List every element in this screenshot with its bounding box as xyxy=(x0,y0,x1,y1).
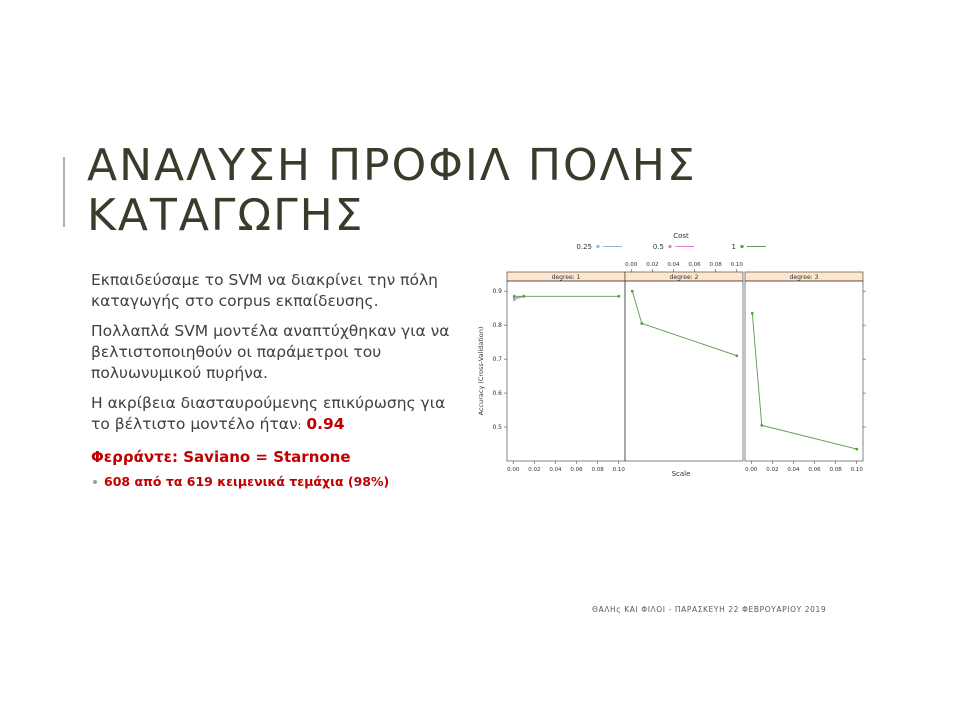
slide-title xyxy=(87,141,787,241)
x-tick-label-bottom: 0.02 xyxy=(766,467,779,473)
x-tick-label-top: 0.02 xyxy=(646,262,659,268)
data-point xyxy=(522,295,525,298)
data-point xyxy=(617,295,620,298)
data-point xyxy=(640,322,643,325)
y-tick-label: 0.8 xyxy=(492,322,502,330)
legend-label: 1 xyxy=(731,243,736,251)
y-tick-label: 0.9 xyxy=(492,288,502,296)
panel-frame xyxy=(625,281,743,461)
accuracy-text: Η ακρίβεια διασταυρούμενης επικύρωσης για το βέλτιστο μοντέλο ήταν xyxy=(91,394,446,433)
accuracy-colon: : xyxy=(297,419,302,432)
bullet-dot-icon xyxy=(93,480,97,484)
x-axis-label: Scale xyxy=(671,470,691,478)
y-tick-label: 0.7 xyxy=(492,356,502,364)
x-tick-label-bottom: 0.06 xyxy=(570,467,583,473)
x-tick-label-bottom: 0.08 xyxy=(829,467,842,473)
panel-strip-label: degree: 3 xyxy=(789,274,819,281)
series-line xyxy=(752,313,857,449)
slide-footer: ΘΑΛΗς ΚΑΙ ΦΙΛΟΙ - ΠΑΡΑΣΚΕΥΗ 22 ΦΕΒΡΟΥΑΡΙΟΥ 2019 xyxy=(592,605,827,614)
panel-strip-label: degree: 2 xyxy=(669,274,699,281)
legend-marker xyxy=(740,245,743,248)
accuracy-value: 0.94 xyxy=(306,415,345,433)
panel-frame xyxy=(507,281,625,461)
x-tick-label-bottom: 0.02 xyxy=(528,467,541,473)
title-accent-bar xyxy=(63,157,65,227)
series-line xyxy=(632,291,737,356)
title-line-1: ΑΝΑΛΥΣΗ ΠΡΟΦΙΛ ΠΟΛΗΣ xyxy=(87,140,697,191)
bullet-paragraph-1: Εκπαιδεύσαμε το SVM να διακρίνει την πόλη καταγωγής στο corpus εκπαίδευσης. xyxy=(91,271,438,310)
x-tick-label-top: 0.10 xyxy=(730,262,743,268)
panel-frame xyxy=(745,281,863,461)
bullet-paragraph-3 xyxy=(91,393,461,436)
ferrante-line: Φερράντε: Saviano = Starnone xyxy=(91,448,351,466)
y-tick-label: 0.5 xyxy=(492,424,502,432)
x-tick-label-bottom: 0.06 xyxy=(808,467,821,473)
legend-label: 0.25 xyxy=(576,243,592,251)
x-tick-label-bottom: 0.08 xyxy=(591,467,604,473)
data-point xyxy=(631,290,634,293)
data-point xyxy=(760,424,763,427)
x-tick-label-top: 0.08 xyxy=(709,262,722,268)
x-tick-label-bottom: 0.10 xyxy=(850,467,863,473)
x-tick-label-top: 0.00 xyxy=(625,262,638,268)
legend-marker xyxy=(596,245,599,248)
legend-marker xyxy=(668,245,671,248)
x-tick-label-bottom: 0.04 xyxy=(549,467,562,473)
accuracy-chart xyxy=(474,228,874,488)
x-tick-label-bottom: 0.04 xyxy=(787,467,800,473)
x-tick-label-bottom: 0.10 xyxy=(612,467,625,473)
legend-label: 0.5 xyxy=(652,243,664,251)
title-line-2: ΚΑΤΑΓΩΓΗΣ xyxy=(87,190,365,241)
sub-bullet-text: 608 από τα 619 κειμενικά τεμάχια (98%) xyxy=(104,474,390,489)
legend-title: Cost xyxy=(673,232,689,240)
y-tick-label: 0.6 xyxy=(492,390,502,398)
x-tick-label-top: 0.04 xyxy=(667,262,680,268)
panel-strip-label: degree: 1 xyxy=(551,274,581,281)
data-point xyxy=(735,354,738,357)
sub-bullet xyxy=(91,471,461,492)
bullet-paragraph-2: Πολλαπλά SVM μοντέλα αναπτύχθηκαν για να βελτιστοποιηθούν οι παράμετροι του πολυωνυμικού πυρήνα. xyxy=(91,322,450,382)
data-point xyxy=(855,448,858,451)
y-axis-label: Accuracy (Cross-Validation) xyxy=(477,326,485,416)
slide-body xyxy=(91,270,461,492)
x-tick-label-bottom: 0.00 xyxy=(745,467,758,473)
x-tick-label-top: 0.06 xyxy=(688,262,701,268)
data-point xyxy=(751,312,754,315)
x-tick-label-bottom: 0.00 xyxy=(507,467,520,473)
data-point xyxy=(513,295,516,298)
